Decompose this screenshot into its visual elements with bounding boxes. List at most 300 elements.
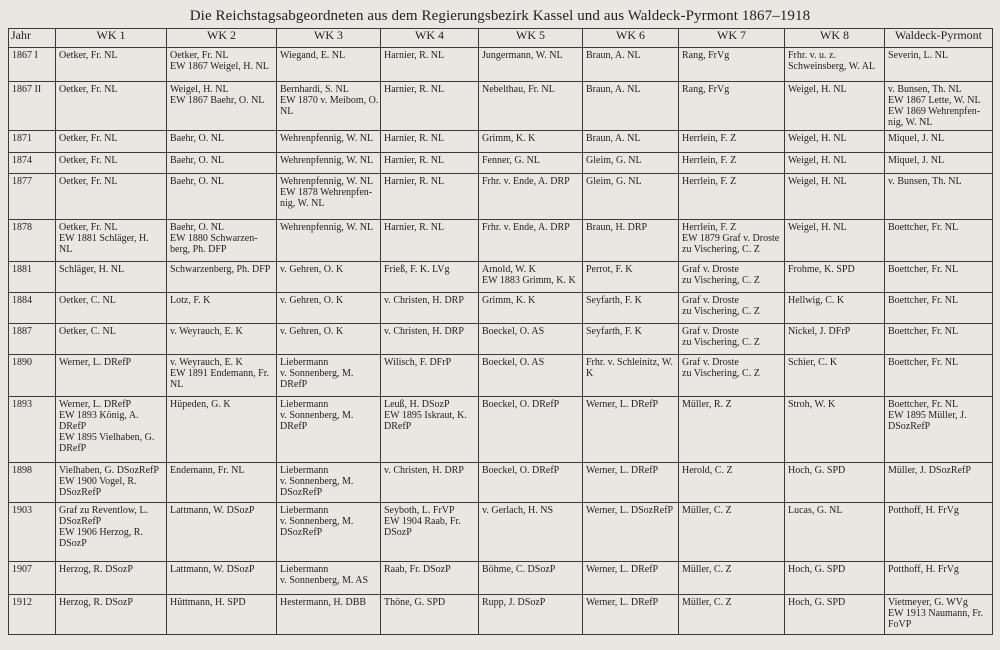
cell-line: DRefP	[59, 443, 87, 454]
table-cell	[583, 153, 679, 174]
table-cell	[56, 397, 167, 463]
cell-line: nig, W. NL	[888, 117, 933, 128]
cell-line: Miquel, J. NL	[888, 155, 945, 166]
year-cell: 1874	[9, 153, 56, 174]
header-year: Jahr	[9, 29, 56, 48]
year-cell: 1867 I	[9, 48, 56, 82]
cell-line: Braun, A. NL	[586, 133, 641, 144]
table-cell	[679, 153, 785, 174]
table-cell	[277, 131, 381, 153]
table-cell	[167, 82, 277, 131]
cell-line: Graf v. Droste	[682, 295, 739, 306]
table-row	[9, 82, 993, 131]
table-cell	[785, 324, 885, 355]
cell-line: v. Weyrauch, E. K	[170, 326, 243, 337]
cell-line: DRefP	[280, 421, 308, 432]
table-cell	[885, 48, 993, 82]
cell-line: v. Christen, H. DRP	[384, 295, 464, 306]
table-cell	[785, 562, 885, 595]
year-cell: 1890	[9, 355, 56, 397]
cell-line: Grimm, K. K	[482, 133, 536, 144]
cell-line: Lattmann, W. DSozP	[170, 505, 255, 516]
table-cell	[479, 293, 583, 324]
cell-line: v. Gehren, O. K	[280, 295, 344, 306]
table-cell	[885, 463, 993, 503]
cell-line: DSozP	[59, 538, 87, 549]
table-row	[9, 220, 993, 262]
cell-line: zu Vischering, C. Z	[682, 275, 760, 286]
cell-line: Baehr, O. NL	[170, 222, 225, 233]
cell-line: EW 1906 Herzog, R.	[59, 527, 143, 538]
cell-line: DRefP	[59, 421, 87, 432]
cell-line: Werner, L. DRefP	[586, 465, 659, 476]
cell-line: EW 1900 Vogel, R.	[59, 476, 137, 487]
table-cell	[679, 220, 785, 262]
cell-line: Liebermann	[280, 357, 329, 368]
cell-line: Oetker, C. NL	[59, 295, 116, 306]
table-row	[9, 293, 993, 324]
cell-line: v. Weyrauch, E. K	[170, 357, 243, 368]
cell-line: Herrlein, F. Z	[682, 133, 737, 144]
table-cell	[381, 82, 479, 131]
year-cell: 1878	[9, 220, 56, 262]
cell-line: Weigel, H. NL	[788, 155, 847, 166]
table-cell	[277, 355, 381, 397]
cell-line: Liebermann	[280, 465, 329, 476]
cell-line: K	[586, 368, 594, 379]
cell-line: Wehrenpfennig, W. NL	[280, 176, 374, 187]
table-cell	[785, 595, 885, 635]
table-cell	[885, 595, 993, 635]
cell-line: Braun, H. DRP	[586, 222, 648, 233]
cell-line: EW 1895 Müller, J.	[888, 410, 967, 421]
header-column: Waldeck-Pyrmont	[885, 29, 993, 48]
cell-line: Hoch, G. SPD	[788, 564, 846, 575]
cell-line: Baehr, O. NL	[170, 133, 225, 144]
table-cell	[479, 48, 583, 82]
cell-line: Raab, Fr. DSozP	[384, 564, 451, 575]
cell-line: Lucas, G. NL	[788, 505, 843, 516]
cell-line: Graf zu Reventlow, L.	[59, 505, 149, 516]
table-cell	[785, 293, 885, 324]
table-cell	[785, 48, 885, 82]
cell-line: Wehrenpfennig, W. NL	[280, 222, 374, 233]
cell-line: Boettcher, Fr. NL	[888, 357, 959, 368]
table-cell	[56, 595, 167, 635]
cell-line: EW 1867 Baehr, O. NL	[170, 95, 265, 106]
table-cell	[56, 131, 167, 153]
cell-line: Stroh, W. K	[788, 399, 836, 410]
cell-line: Harnier, R. NL	[384, 84, 445, 95]
cell-line: FoVP	[888, 619, 912, 630]
table-cell	[277, 397, 381, 463]
table-cell	[679, 82, 785, 131]
table-cell	[885, 220, 993, 262]
cell-line: DSozRefP	[280, 487, 323, 498]
table-cell	[479, 174, 583, 220]
table-cell	[479, 262, 583, 293]
table-cell	[479, 397, 583, 463]
cell-line: Herzog, R. DSozP	[59, 597, 133, 608]
cell-line: Nebelthau, Fr. NL	[482, 84, 555, 95]
year-cell: 1898	[9, 463, 56, 503]
cell-line: Grimm, K. K	[482, 295, 536, 306]
cell-line: Liebermann	[280, 564, 329, 575]
cell-line: Werner, L. DRefP	[586, 399, 659, 410]
cell-line: Braun, A. NL	[586, 84, 641, 95]
table-cell	[167, 355, 277, 397]
table-cell	[56, 562, 167, 595]
cell-line: Frhr. v. Ende, A. DRP	[482, 222, 570, 233]
table-row	[9, 562, 993, 595]
table-cell	[583, 463, 679, 503]
table-cell	[167, 503, 277, 562]
cell-line: Herrlein, F. Z	[682, 176, 737, 187]
table-cell	[167, 131, 277, 153]
table-cell	[885, 562, 993, 595]
table-cell	[679, 324, 785, 355]
table-row	[9, 355, 993, 397]
cell-line: Liebermann	[280, 399, 329, 410]
table-cell	[679, 355, 785, 397]
table-cell	[381, 355, 479, 397]
cell-line: Boeckel, O. DRefP	[482, 465, 560, 476]
cell-line: DRefP	[384, 421, 412, 432]
table-cell	[381, 562, 479, 595]
cell-line: Weigel, H. NL	[788, 84, 847, 95]
cell-line: Thöne, G. SPD	[384, 597, 446, 608]
cell-line: EW 1913 Naumann, Fr.	[888, 608, 984, 619]
table-cell	[785, 153, 885, 174]
cell-line: Oetker, Fr. NL	[59, 84, 118, 95]
cell-line: Schläger, H. NL	[59, 264, 125, 275]
cell-line: Lotz, F. K	[170, 295, 211, 306]
cell-line: EW 1891 Endemann, Fr.	[170, 368, 269, 379]
page-title: Die Reichstagsabgeordneten aus dem Regierungsbezirk Kassel und aus Waldeck-Pyrmont 1867–1918	[189, 8, 811, 24]
year-cell: 1867 II	[9, 82, 56, 131]
table-cell	[277, 153, 381, 174]
cell-line: Oetker, Fr. NL	[59, 155, 118, 166]
table-cell	[479, 595, 583, 635]
deputies-table	[8, 28, 993, 635]
table-cell	[679, 293, 785, 324]
cell-line: EW 1878 Wehrenpfen-	[280, 187, 373, 198]
cell-line: Schweinsberg, W. AL	[788, 61, 876, 72]
year-cell: 1912	[9, 595, 56, 635]
cell-line: Graf v. Droste	[682, 326, 739, 337]
cell-line: v. Sonnenberg, M.	[280, 368, 354, 379]
table-cell	[885, 153, 993, 174]
table-cell	[885, 355, 993, 397]
table-cell	[479, 503, 583, 562]
table-cell	[167, 174, 277, 220]
cell-line: Frhr. v. Schleinitz, W.	[586, 357, 673, 368]
cell-line: Rupp, J. DSozP	[482, 597, 546, 608]
header-row	[9, 29, 993, 48]
header-column: WK 1	[56, 29, 167, 48]
cell-line: Gleim, G. NL	[586, 176, 642, 187]
table-row	[9, 397, 993, 463]
header-column: WK 6	[583, 29, 679, 48]
table-cell	[167, 595, 277, 635]
cell-line: Potthoff, H. FrVg	[888, 505, 959, 516]
cell-line: DSozP	[384, 527, 412, 538]
cell-line: Oetker, C. NL	[59, 326, 116, 337]
table-cell	[885, 131, 993, 153]
table-cell	[785, 82, 885, 131]
table-cell	[277, 324, 381, 355]
cell-line: EW 1895 Iskraut, K.	[384, 410, 467, 421]
table-cell	[167, 463, 277, 503]
cell-line: DRefP	[280, 379, 308, 390]
table-cell	[277, 48, 381, 82]
table-cell	[56, 82, 167, 131]
cell-line: Miquel, J. NL	[888, 133, 945, 144]
cell-line: v. Sonnenberg, M.	[280, 410, 354, 421]
table-cell	[679, 463, 785, 503]
table-row	[9, 131, 993, 153]
table-body	[9, 48, 993, 635]
table-cell	[381, 48, 479, 82]
table-cell	[479, 355, 583, 397]
cell-line: Boettcher, Fr. NL	[888, 399, 959, 410]
cell-line: EW 1893 König, A.	[59, 410, 139, 421]
cell-line: Gleim, G. NL	[586, 155, 642, 166]
table-cell	[679, 503, 785, 562]
cell-line: Seyfarth, F. K	[586, 295, 642, 306]
cell-line: DSozRefP	[280, 527, 323, 538]
table-cell	[785, 355, 885, 397]
cell-line: Potthoff, H. FrVg	[888, 564, 959, 575]
cell-line: Seyfarth, F. K	[586, 326, 642, 337]
table-cell	[583, 293, 679, 324]
header-column: WK 5	[479, 29, 583, 48]
header-column: WK 7	[679, 29, 785, 48]
cell-line: Wiegand, E. NL	[280, 50, 346, 61]
cell-line: Hoch, G. SPD	[788, 597, 846, 608]
cell-line: Boeckel, O. DRefP	[482, 399, 560, 410]
table-cell	[56, 463, 167, 503]
table-cell	[381, 397, 479, 463]
table-cell	[679, 562, 785, 595]
header-column: WK 8	[785, 29, 885, 48]
year-cell: 1871	[9, 131, 56, 153]
cell-line: Baehr, O. NL	[170, 176, 225, 187]
table-row	[9, 595, 993, 635]
table-cell	[583, 562, 679, 595]
cell-line: Müller, C. Z	[682, 597, 732, 608]
table-row	[9, 153, 993, 174]
cell-line: Boettcher, Fr. NL	[888, 295, 959, 306]
cell-line: Herrlein, F. Z	[682, 155, 737, 166]
cell-line: zu Vischering, C. Z	[682, 306, 760, 317]
cell-line: Fenner, G. NL	[482, 155, 540, 166]
table-cell	[679, 262, 785, 293]
cell-line: NL	[59, 244, 73, 255]
cell-line: Werner, L. DRefP	[59, 357, 132, 368]
cell-line: Boettcher, Fr. NL	[888, 264, 959, 275]
table-cell	[785, 131, 885, 153]
table-cell	[167, 262, 277, 293]
year-cell: 1893	[9, 397, 56, 463]
table-cell	[885, 324, 993, 355]
table-cell	[885, 262, 993, 293]
cell-line: Weigel, H. NL	[788, 222, 847, 233]
table-cell	[167, 324, 277, 355]
table-cell	[479, 82, 583, 131]
cell-line: Nickel, J. DFrP	[788, 326, 851, 337]
cell-line: EW 1870 v. Meibom, O.	[280, 95, 379, 106]
table-cell	[583, 48, 679, 82]
cell-line: Werner, L. DRefP	[586, 597, 659, 608]
table-cell	[277, 262, 381, 293]
table-cell	[583, 220, 679, 262]
table-cell	[785, 174, 885, 220]
cell-line: Wehrenpfennig, W. NL	[280, 133, 374, 144]
cell-line: Oetker, Fr. NL	[170, 50, 229, 61]
table-cell	[56, 262, 167, 293]
cell-line: Werner, L. DRefP	[59, 399, 132, 410]
year-cell: 1887	[9, 324, 56, 355]
year-cell: 1884	[9, 293, 56, 324]
cell-line: EW 1879 Graf v. Droste	[682, 233, 780, 244]
cell-line: Herzog, R. DSozP	[59, 564, 133, 575]
cell-line: Jungermann, W. NL	[482, 50, 563, 61]
cell-line: Rang, FrVg	[682, 50, 730, 61]
cell-line: DSozRefP	[59, 487, 102, 498]
cell-line: Oetker, Fr. NL	[59, 133, 118, 144]
table-cell	[381, 174, 479, 220]
table-cell	[381, 131, 479, 153]
cell-line: Herold, C. Z	[682, 465, 733, 476]
cell-line: Müller, C. Z	[682, 505, 732, 516]
cell-line: EW 1867 Lette, W. NL	[888, 95, 981, 106]
table-row	[9, 48, 993, 82]
cell-line: NL	[170, 379, 184, 390]
cell-line: berg, Ph. DFP	[170, 244, 227, 255]
table-cell	[479, 463, 583, 503]
cell-line: NL	[280, 106, 294, 117]
table-cell	[583, 82, 679, 131]
cell-line: Oetker, Fr. NL	[59, 222, 118, 233]
header-column: WK 2	[167, 29, 277, 48]
table-cell	[583, 262, 679, 293]
table-cell	[785, 503, 885, 562]
cell-line: EW 1881 Schläger, H.	[59, 233, 149, 244]
cell-line: Hellwig, C. K	[788, 295, 845, 306]
header-column: WK 3	[277, 29, 381, 48]
cell-line: zu Vischering, C. Z	[682, 244, 760, 255]
table-cell	[785, 397, 885, 463]
cell-line: Bernhardi, S. NL	[280, 84, 349, 95]
cell-line: Vielhaben, G. DSozRefP	[59, 465, 159, 476]
table-cell	[583, 324, 679, 355]
table-cell	[679, 595, 785, 635]
table-cell	[479, 131, 583, 153]
table-cell	[679, 131, 785, 153]
year-cell: 1903	[9, 503, 56, 562]
cell-line: v. Bunsen, Th. NL	[888, 176, 962, 187]
table-row	[9, 463, 993, 503]
table-cell	[277, 220, 381, 262]
table-cell	[381, 153, 479, 174]
table-cell	[583, 595, 679, 635]
cell-line: Perrot, F. K	[586, 264, 633, 275]
table-cell	[479, 324, 583, 355]
cell-line: Endemann, Fr. NL	[170, 465, 245, 476]
cell-line: Weigel, H. NL	[170, 84, 229, 95]
cell-line: Boeckel, O. AS	[482, 326, 545, 337]
cell-line: Weigel, H. NL	[788, 133, 847, 144]
table-cell	[381, 262, 479, 293]
cell-line: Boettcher, Fr. NL	[888, 326, 959, 337]
table-cell	[479, 562, 583, 595]
table-cell	[56, 355, 167, 397]
cell-line: v. Sonnenberg, M.	[280, 476, 354, 487]
cell-line: Graf v. Droste	[682, 357, 739, 368]
table-cell	[56, 220, 167, 262]
table-cell	[277, 82, 381, 131]
table-cell	[167, 48, 277, 82]
year-cell: 1881	[9, 262, 56, 293]
table-cell	[885, 174, 993, 220]
table-cell	[277, 562, 381, 595]
cell-line: Harnier, R. NL	[384, 155, 445, 166]
table-cell	[381, 324, 479, 355]
cell-line: Wilisch, F. DFrP	[384, 357, 452, 368]
table-cell	[785, 220, 885, 262]
table-cell	[885, 82, 993, 131]
cell-line: Harnier, R. NL	[384, 50, 445, 61]
table-cell	[167, 562, 277, 595]
year-cell: 1877	[9, 174, 56, 220]
header-column: WK 4	[381, 29, 479, 48]
table-cell	[583, 131, 679, 153]
table-cell	[167, 153, 277, 174]
table-cell	[885, 293, 993, 324]
cell-line: EW 1869 Wehrenpfen-	[888, 106, 981, 117]
table-cell	[479, 153, 583, 174]
cell-line: v. Christen, H. DRP	[384, 326, 464, 337]
cell-line: Baehr, O. NL	[170, 155, 225, 166]
cell-line: Böhme, C. DSozP	[482, 564, 556, 575]
cell-line: EW 1895 Vielhaben, G.	[59, 432, 155, 443]
table-cell	[56, 293, 167, 324]
cell-line: Vietmeyer, G. WVg	[888, 597, 968, 608]
cell-line: Harnier, R. NL	[384, 222, 445, 233]
cell-line: Arnold, W. K	[482, 264, 536, 275]
cell-line: Werner, L. DSozRefP	[586, 505, 674, 516]
cell-line: Lattmann, W. DSozP	[170, 564, 255, 575]
cell-line: v. Bunsen, Th. NL	[888, 84, 962, 95]
table-cell	[277, 595, 381, 635]
cell-line: zu Vischering, C. Z	[682, 337, 760, 348]
cell-line: Frohme, K. SPD	[788, 264, 855, 275]
cell-line: Hoch, G. SPD	[788, 465, 846, 476]
cell-line: zu Vischering, C. Z	[682, 368, 760, 379]
cell-line: Müller, J. DSozRefP	[888, 465, 971, 476]
table-row	[9, 262, 993, 293]
cell-line: Graf v. Droste	[682, 264, 739, 275]
table-cell	[381, 220, 479, 262]
table-row	[9, 324, 993, 355]
cell-line: Oetker, Fr. NL	[59, 176, 118, 187]
table-cell	[56, 503, 167, 562]
table-cell	[885, 397, 993, 463]
cell-line: Braun, A. NL	[586, 50, 641, 61]
cell-line: EW 1883 Grimm, K. K	[482, 275, 576, 286]
table-row	[9, 503, 993, 562]
